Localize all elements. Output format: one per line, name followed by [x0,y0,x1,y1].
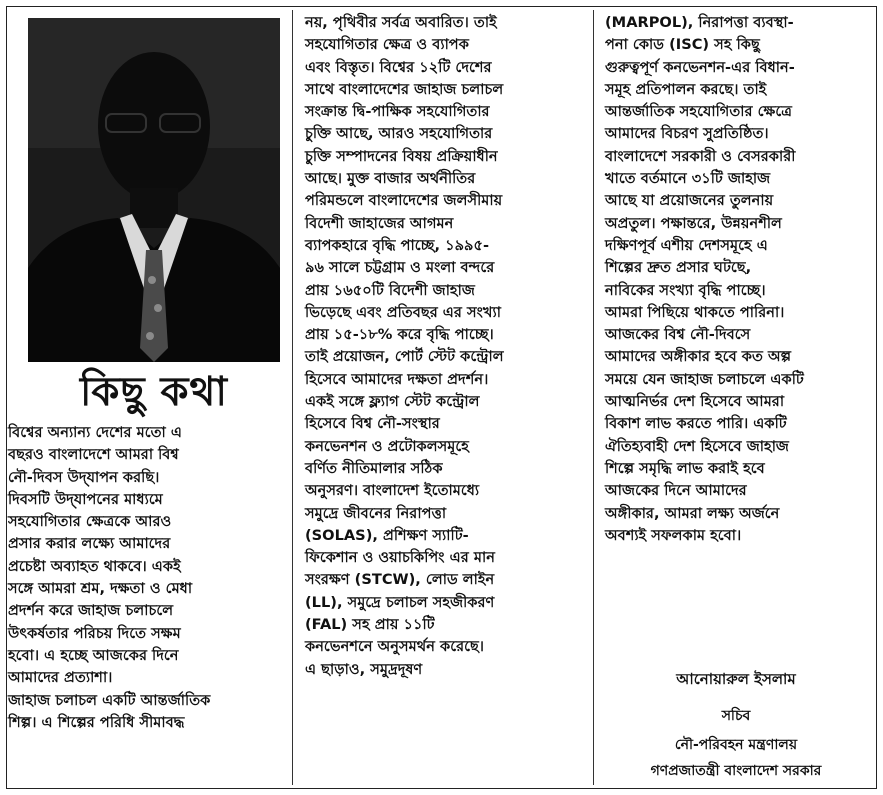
author-portrait-photo [28,18,280,362]
signature-name: আনোয়ারুল ইসলাম [676,670,796,688]
portrait-illustration [28,18,280,362]
signature-government: গণপ্রজাতন্ত্রী বাংলাদেশ সরকার [650,763,822,779]
signature-ministry: নৌ-পরিবহন মন্ত্রণালয় [674,737,798,753]
column-divider-1 [292,10,293,785]
text-column-2 [305,12,580,681]
column-3-paragraph: (MARPOL), নিরাপত্তা ব্যবস্থা- পনা কোড (ISC) সহ কিছু গুরুত্বপূর্ণ কনভেনশন-এর বিধান- সমূহ প্রতিপালন করছে। তাই আন্তর্জাতিক সহযোগিতার ক্ষেত্রে আমাদের বিচরণ সুপ্রতিষ্ঠিত। বাংলাদেশে সরকারী ও বেসরকারী খাতে বর্তমানে ৩১টি জাহাজ আছে যা প্রয়োজনের তুলনায় অপ্রতুল। পক্ষান্তরে, উন্নয়নশীল দক্ষিণপূর্ব এশীয় দেশসমূহে এ শিল্পের দ্রুত প্রসার ঘটছে, নাবিকের সংখ্যা বৃদ্ধি পাচ্ছে। আমরা পিছিয়ে থাকতে পারিনা। আজকের বিশ্ব নৌ-দিবসে আমাদের অঙ্গীকার হবে কত অল্প সময়ে যেন জাহাজ চলাচলে একটি আত্মনির্ভর দেশ হিসেবে আমরা বিকাশ লাভ করতে পারি। একটি ঐতিহ্যবাহী দেশ হিসেবে জাহাজ শিল্পে সমৃদ্ধি লাভ করাই হবে আজকের দিনে আমাদের অঙ্গীকার, আমরা লক্ষ্য অর্জনে অবশ্যই সফলকাম হবো। [605,14,804,544]
column-2-paragraph: নয়, পৃথিবীর সর্বত্র অবারিত। তাই সহযোগিতার ক্ষেত্র ও ব্যাপক এবং বিস্তৃত। বিশ্বের ১২টি দেশের সাথে বাংলাদেশের জাহাজ চলাচল সংক্রান্ত দ্বি-পাক্ষিক সহযোগিতার চুক্তি আছে, আরও সহযোগিতার চুক্তি সম্পাদনের বিষয় প্রক্রিয়াধীন আছে। মুক্ত বাজার অর্থনীতির পরিমন্ডলে বাংলাদেশের জলসীমায় বিদেশী জাহাজের আগমন ব্যাপকহারে বৃদ্ধি পাচ্ছে, ১৯৯৫- ৯৬ সালে চট্টগ্রাম ও মংলা বন্দরে প্রায় ১৬৫০টি বিদেশী জাহাজ ভিড়েছে এবং প্রতিবছর এর সংখ্যা প্রায় ১৫-১৮% করে বৃদ্ধি পাচ্ছে। তাই প্রয়োজন, পোর্ট স্টেট কন্ট্রোল হিসেবে আমাদের দক্ষতা প্রদর্শন। একই সঙ্গে ফ্ল্যাগ স্টেট কন্ট্রোল হিসেবে বিশ্ব নৌ-সংস্থার কনভেনশন ও প্রটোকলসমূহে বর্ণিত নীতিমালার সঠিক অনুসরণ। বাংলাদেশ ইতোমধ্যে সমুদ্রে জীবনের নিরাপত্তা (SOLAS), প্রশিক্ষণ স্যাটি- ফিকেশান ও ওয়াচকিপিং এর মান সংরক্ষণ (STCW), লোড লাইন (LL), সমুদ্রে চলাচল সহজীকরণ (FAL) সহ প্রায় ১১টি কনভেনশনে অনুসমর্থন করেছে। এ ছাড়াও, সমুদ্রদূষণ [305,14,504,678]
article-headline: কিছু কথা [79,369,229,415]
signature-title: সচিব [721,708,751,724]
column-divider-2 [593,10,594,785]
text-column-1 [8,422,280,734]
column-1-paragraph: বিশ্বের অন্যান্য দেশের মতো এ বছরও বাংলাদেশে আমরা বিশ্ব নৌ-দিবস উদ্‌যাপন করছি। দিবসটি উদ্‌যাপনের মাধ্যমে সহযোগিতার ক্ষেত্রকে আরও প্রসার করার লক্ষ্যে আমাদের প্রচেষ্টা অব্যাহত থাকবে। একই সঙ্গে আমরা শ্রম, দক্ষতা ও মেধা প্রদর্শন করে জাহাজ চলাচলে উৎকর্ষতার পরিচয় দিতে সক্ষম হবো। এ হচ্ছে আজকের দিনে আমাদের প্রত্যাশা। জাহাজ চলাচল একটি আন্তর্জাতিক শিল্প। এ শিল্পের পরিধি সীমাবদ্ধ [8,424,211,731]
text-column-3 [605,12,867,547]
